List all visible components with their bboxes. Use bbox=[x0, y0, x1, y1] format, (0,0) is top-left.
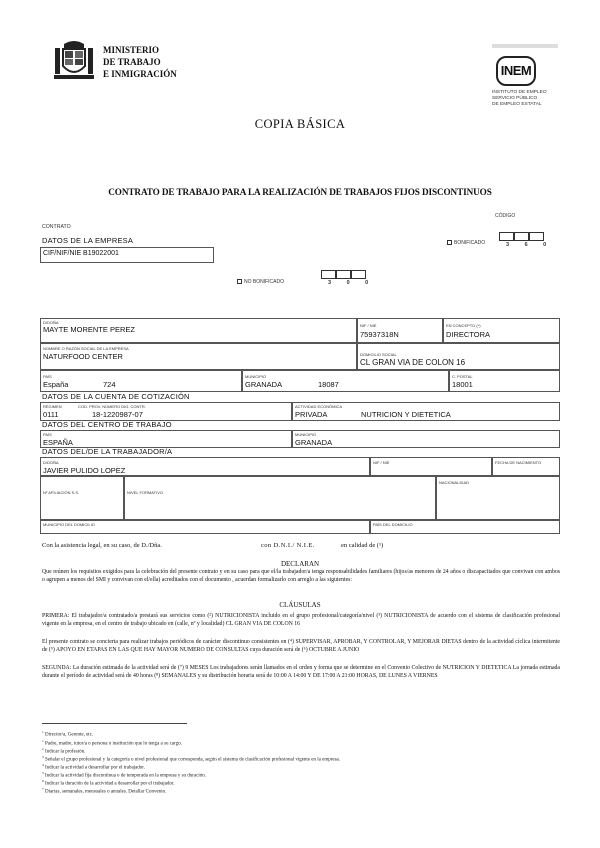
lbl-trabajador-nivel: NIVEL FORMATIVO bbox=[127, 490, 164, 495]
footnote-divider bbox=[42, 723, 187, 724]
inem-caption-1: INSTITUTO DE EMPLEO bbox=[492, 90, 547, 95]
footnote-number: 1 bbox=[42, 739, 44, 743]
empresa-pais-code: 724 bbox=[103, 380, 116, 389]
empresa-concepto: DIRECTORA bbox=[446, 330, 491, 339]
clausula-segunda: SEGUNDA: La duración estimada de la actividad será de (⁷) 9 MESES Los trabajadores serán llamados en el orden y forma que se determine en el Convenio Colectivo de NUTRICION Y DIETETICA La jornada estimada durante el período de actividad será de 40 horas (⁸) SEMANALES y su distribución horaria será de 10:00 A 14:00 Y DE 17:00 A 21:00 HORAS, DE LUNES A VIERNES bbox=[42, 665, 560, 680]
empresa-municipio-code: 18087 bbox=[318, 380, 339, 389]
cotizacion-actividad-2: NUTRICION Y DIETETICA bbox=[361, 410, 451, 419]
inem-caption-2: SERVICIO PÚBLICO bbox=[492, 96, 538, 101]
spain-crest-icon bbox=[52, 38, 96, 82]
lbl-trabajador-municipio: MUNICIPIO DEL DOMICILIO bbox=[43, 522, 95, 527]
footnote-number: 1 bbox=[42, 730, 44, 734]
footnote-number: 2 bbox=[42, 747, 44, 751]
lbl-trabajador-nacionalidad: NACIONALIDAD bbox=[439, 480, 470, 485]
empresa-nif: 75937318N bbox=[360, 330, 399, 339]
lbl-trabajador-nif: NIF / NIE bbox=[373, 460, 390, 465]
lbl-empresa-dona: D/DOÑA bbox=[43, 320, 59, 325]
trabajador-dona: JAVIER PULIDO LOPEZ bbox=[43, 466, 126, 475]
lbl-actividad: ACTIVIDAD ECONÓMICA bbox=[295, 404, 343, 409]
no-bonificado-label: NO BONIFICADO bbox=[244, 279, 285, 285]
asistencia-calidad: en calidad de (¹) bbox=[341, 542, 384, 549]
footnote-number: 5 bbox=[42, 771, 44, 775]
no-bonificado-code: 3 0 0 bbox=[328, 280, 376, 286]
lbl-trabajador-fecha: FECHA DE NACIMIENTO bbox=[495, 460, 542, 465]
lbl-trabajador-pais: PAÍS DEL DOMICILIO bbox=[373, 522, 413, 527]
footnote-number: 4 bbox=[42, 763, 44, 767]
empresa-municipio: GRANADA bbox=[245, 380, 283, 389]
lbl-centro-pais: PAÍS bbox=[43, 432, 52, 437]
cotizacion-actividad-1: PRIVADA bbox=[295, 410, 328, 419]
inem-caption-3: DE EMPLEO ESTATAL bbox=[492, 102, 542, 107]
contrato-label: CONTRATO bbox=[42, 224, 71, 230]
empresa-cif: CIF/NIF/NIE B19022001 bbox=[43, 250, 119, 257]
inem-logo-text: INEM bbox=[500, 63, 532, 78]
no-bonificado-code-boxes bbox=[321, 270, 367, 279]
footnote-text: Indicar la duración de la actividad a desarrollar por el trabajador. bbox=[45, 781, 175, 787]
clausulas-title: CLÁUSULAS bbox=[279, 601, 321, 609]
footnote bbox=[42, 786, 166, 796]
lbl-empresa-concepto: EN CONCEPTO (*) bbox=[446, 323, 481, 328]
lbl-trabajador-afiliacion: Nº AFILIACIÓN S.S. bbox=[43, 490, 80, 495]
bonificado-label: BONIFICADO bbox=[454, 240, 486, 246]
empresa-razon: NATURFOOD CENTER bbox=[43, 352, 123, 361]
page-title: COPIA BÁSICA bbox=[254, 117, 346, 131]
bonificado-checkbox[interactable] bbox=[447, 240, 452, 245]
lbl-empresa-pais: PAÍS bbox=[43, 374, 52, 379]
footnote-text: Director/a, Gerente, etc. bbox=[45, 732, 94, 738]
bonificado-code-boxes bbox=[499, 232, 545, 241]
lbl-empresa-cpostal: C. POSTAL bbox=[452, 374, 473, 379]
lbl-centro-municipio: MUNICIPIO bbox=[295, 432, 317, 437]
centro-municipio: GRANADA bbox=[295, 438, 333, 447]
cotizacion-section-title: DATOS DE LA CUENTA DE COTIZACIÓN bbox=[42, 392, 190, 401]
ministry-line-2: DE TRABAJO bbox=[103, 57, 161, 67]
cotizacion-cuenta: 18-1220987-07 bbox=[92, 410, 143, 419]
centro-pais: ESPAÑA bbox=[43, 438, 73, 447]
empresa-cpostal: 18001 bbox=[452, 380, 473, 389]
declaran-text: Que reúnen los requisitos exigidos para la celebración del presente contrato y en su caso para que el/la trabajador/a tenga responsabilidades familiares (hijos/as menores de 24 años o discapacitados que convivan con ambos o agrupen a menos del SMI y convivan con el/ella) acreditados con el documento , acuerdan formalizarlo con arreglo a las siguientes: bbox=[42, 569, 560, 584]
footnote-text: Indicar la profesión. bbox=[45, 749, 86, 755]
lbl-empresa-razon: NOMBRE O RAZÓN SOCIAL DE LA EMPRESA bbox=[43, 346, 129, 351]
ministry-line-1: MINISTERIO bbox=[103, 45, 160, 55]
asistencia-dni: con D.N.I./ N.I.E. bbox=[261, 542, 315, 549]
lbl-cuenta: COD. PROV. NÚMERO DIG. CONTR. bbox=[78, 404, 146, 409]
lbl-empresa-domicilio: DOMICILIO SOCIAL bbox=[360, 352, 397, 357]
footnote-text: Indicar la actividad a desarrollar por el trabajador. bbox=[45, 765, 145, 771]
centro-section-title: DATOS DEL CENTRO DE TRABAJO bbox=[42, 420, 172, 429]
asistencia-text: Con la asistencia legal, en su caso, de D./Dña. bbox=[42, 542, 162, 549]
no-bonificado-checkbox[interactable] bbox=[237, 279, 242, 284]
declaran-title: DECLARAN bbox=[280, 560, 320, 568]
footnote-text: Indicar la actividad fija discontinua o de temporada en la empresa y su duración. bbox=[45, 773, 207, 779]
ministry-line-3: E INMIGRACIÓN bbox=[103, 69, 177, 79]
lbl-trabajador-dona: D/DOÑA bbox=[43, 460, 59, 465]
footnote-number: 3 bbox=[42, 755, 44, 759]
ministry-name bbox=[103, 44, 177, 80]
footnote-text: Diarias, semanales, mensuales o anuales. Detallar Convenio. bbox=[45, 789, 167, 795]
lbl-empresa-nif: NIF / NIE bbox=[360, 323, 377, 328]
footnote-text: Señalar el grupo profesional y la categoría o nivel profesional que corresponda, según el sistema de clasificación profesional vigente en la empresa. bbox=[45, 757, 341, 763]
clausula-primera: PRIMERA: El trabajador/a contratado/a prestará sus servicios como (²) NUTRICIONISTA incluido en el grupo profesional/categoría/nivel (³) NUTRICIONISTA de acuerdo con el sistema de clasificación profesional vigente en la empresa, en el centro de trabajo ubicado en (calle, nº y localidad) CL GRAN VIA DE COLON 16 bbox=[42, 613, 560, 628]
bonificado-code: 3 6 0 bbox=[506, 242, 554, 248]
asistencia-line bbox=[42, 542, 162, 549]
inem-logo bbox=[490, 44, 560, 120]
clausula-parrafo-2: El presente contrato se concierta para realizar trabajos periódicos de carácter discontinuo consistentes en (⁴) SUPERVISAR, APROBAR, Y CONTROLAR, Y MEJORAR DIETAS dentro de la actividad cíclica intermitente de (⁵) APOYO EN ETAPAS EN LAS QUE HAY MAYOR NUMERO DE CONSULTAS cuya duración será de (⁶) OCTUBRE A JUNIO bbox=[42, 639, 560, 654]
footnote-number: 7 bbox=[42, 787, 44, 791]
empresa-domicilio: CL GRAN VIA DE COLON 16 bbox=[360, 358, 466, 367]
lbl-empresa-municipio: MUNICIPIO bbox=[245, 374, 267, 379]
cotizacion-regimen: 0111 bbox=[43, 410, 59, 419]
footnote-text: Padre, madre, tutor/a o persona o institución que lo tenga a su cargo. bbox=[45, 741, 182, 747]
codigo-label: CÓDIGO bbox=[495, 213, 516, 219]
trabajador-section-title: DATOS DEL/DE LA TRABAJADOR/A bbox=[42, 447, 173, 456]
empresa-dona: MAYTE MORENTE PEREZ bbox=[43, 325, 135, 334]
empresa-pais: España bbox=[43, 380, 69, 389]
empresa-section-title: DATOS DE LA EMPRESA bbox=[42, 236, 134, 245]
footnote-number: 6 bbox=[42, 779, 44, 783]
lbl-regimen: RÉGIMEN bbox=[43, 404, 62, 409]
contract-title: CONTRATO DE TRABAJO PARA LA REALIZACIÓN DE TRABAJOS FIJOS DISCONTINUOS bbox=[108, 187, 492, 197]
